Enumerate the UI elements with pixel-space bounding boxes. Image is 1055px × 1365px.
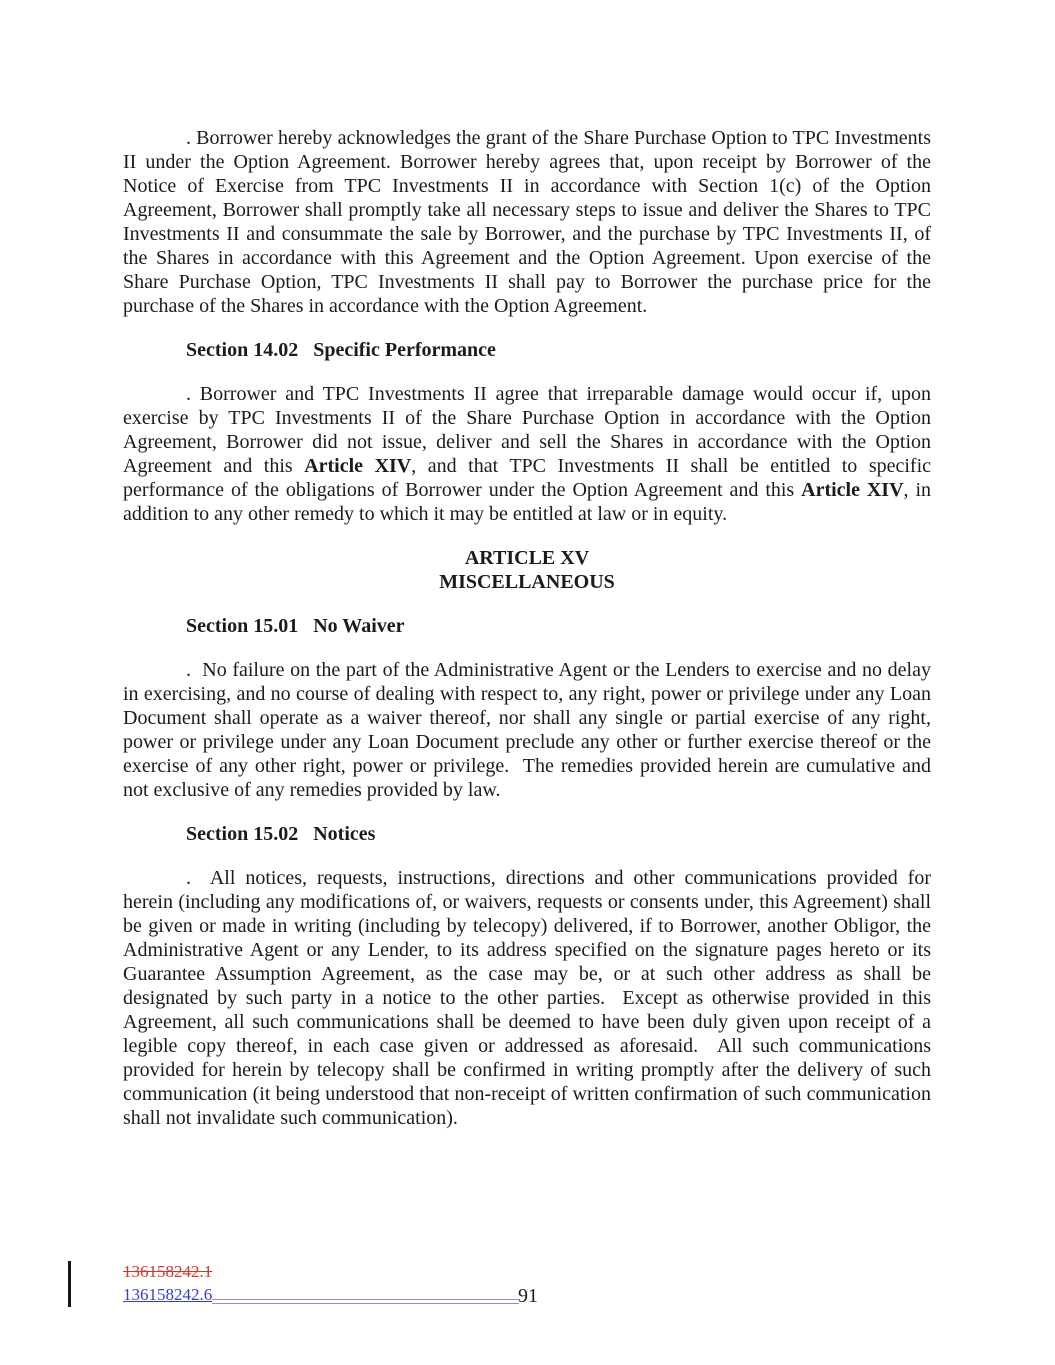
paragraph-option-grant: . Borrower hereby acknowledges the grant of the Share Purchase Option to TPC Investments II under the Option Agreement. Borrower hereby agrees that, upon receipt by Borrower of the Notice of Exercise from TPC Investments II in accordance with Section 1(c) of the Option Agreement, Borrower shall promptly take all necessary steps to issue and deliver the Shares to TPC Investments II and consummate the sale by Borrower, and the purchase by TPC Investments II, of the Shares in accordance with this Agreement and the Option Agreement. Upon exercise of the Share Purchase Option, TPC Investments II shall pay to Borrower the purchase price for the purchase of the Shares in accordance with the Option Agreement.: [123, 127, 936, 317]
paragraph-segment: , in addition to any other remedy to which it may be entitled at law or in equity.: [123, 479, 936, 525]
heading-section-14-02: [123, 338, 931, 362]
paragraph-notices: . All notices, requests, instructions, directions and other communications provided for herein (including any modifications of, or waivers, requests or consents under, this Agreement) shall be given or made in writing (including by telecopy) delivered, if to Borrower, another Obligor, the Administrative Agent or any Lender, to its address specified on the signature pages hereto or its Guarantee Assumption Agreement, as the case may be, or at such other address as shall be designated by such party in a notice to the other parties. Except as otherwise provided in this Agreement, all such communications shall be deemed to have been duly given upon receipt of a legible copy thereof, in each case given or addressed as aforesaid. All such communications provided for herein by telecopy shall be confirmed in writing promptly after the delivery of such communication (it being understood that non-receipt of written confirmation of such communication shall not invalidate such communication).: [123, 867, 936, 1129]
heading-section-15-01: [123, 614, 931, 638]
footer-insert-row: [123, 1284, 519, 1306]
heading-article-xv: [123, 546, 931, 594]
paragraph-segment: . Borrower and TPC Investments II agree that irreparable damage would occur if, upon exercise by TPC Investments II of the Share Purchase Option in accordance with the Option Agreement, Borrower did not issue, deliver and sell the Shares in accordance with the Option Agreement and this: [123, 383, 936, 477]
page-number: 91: [518, 1285, 538, 1307]
revision-change-bar: [68, 1261, 71, 1307]
paragraph-no-waiver: . No failure on the part of the Administrative Agent or the Lenders to exercise and no delay in exercising, and no course of dealing with respect to, any right, power or privilege under any Loan Document shall operate as a waiver thereof, nor shall any single or partial exercise of any right, power or privilege under any Loan Document preclude any other or further exercise thereof or the exercise of any other right, power or privilege. The remedies provided herein are cumulative and not exclusive of any remedies provided by law.: [123, 659, 936, 801]
article-title-line: MISCELLANEOUS: [439, 571, 615, 593]
footer-underline-rule: [212, 1299, 519, 1304]
article-number-line: ARTICLE XV: [464, 547, 590, 569]
section-title: Specific Performance: [313, 339, 496, 361]
article-xiv-reference: Article XIV: [304, 455, 412, 477]
document-body: [123, 126, 937, 1130]
section-number: Section 14.02: [186, 339, 299, 361]
footer-doc-id-inserted: 136158242.6: [123, 1285, 213, 1304]
section-number: Section 15.02: [186, 823, 299, 845]
section-title: Notices: [313, 823, 376, 845]
heading-section-15-02: [123, 822, 931, 846]
section-number: Section 15.01: [186, 615, 299, 637]
footer-doc-id-deleted: 136158242.1: [123, 1262, 213, 1281]
paragraph-specific-performance: [123, 382, 937, 526]
article-xiv-reference: Article XIV: [801, 479, 904, 501]
section-title: No Waiver: [313, 615, 405, 637]
paragraph-segment: , and that TPC Investments II shall be entitled to specific performance of the obligations of Borrower under the Option Agreement and this: [123, 455, 937, 501]
